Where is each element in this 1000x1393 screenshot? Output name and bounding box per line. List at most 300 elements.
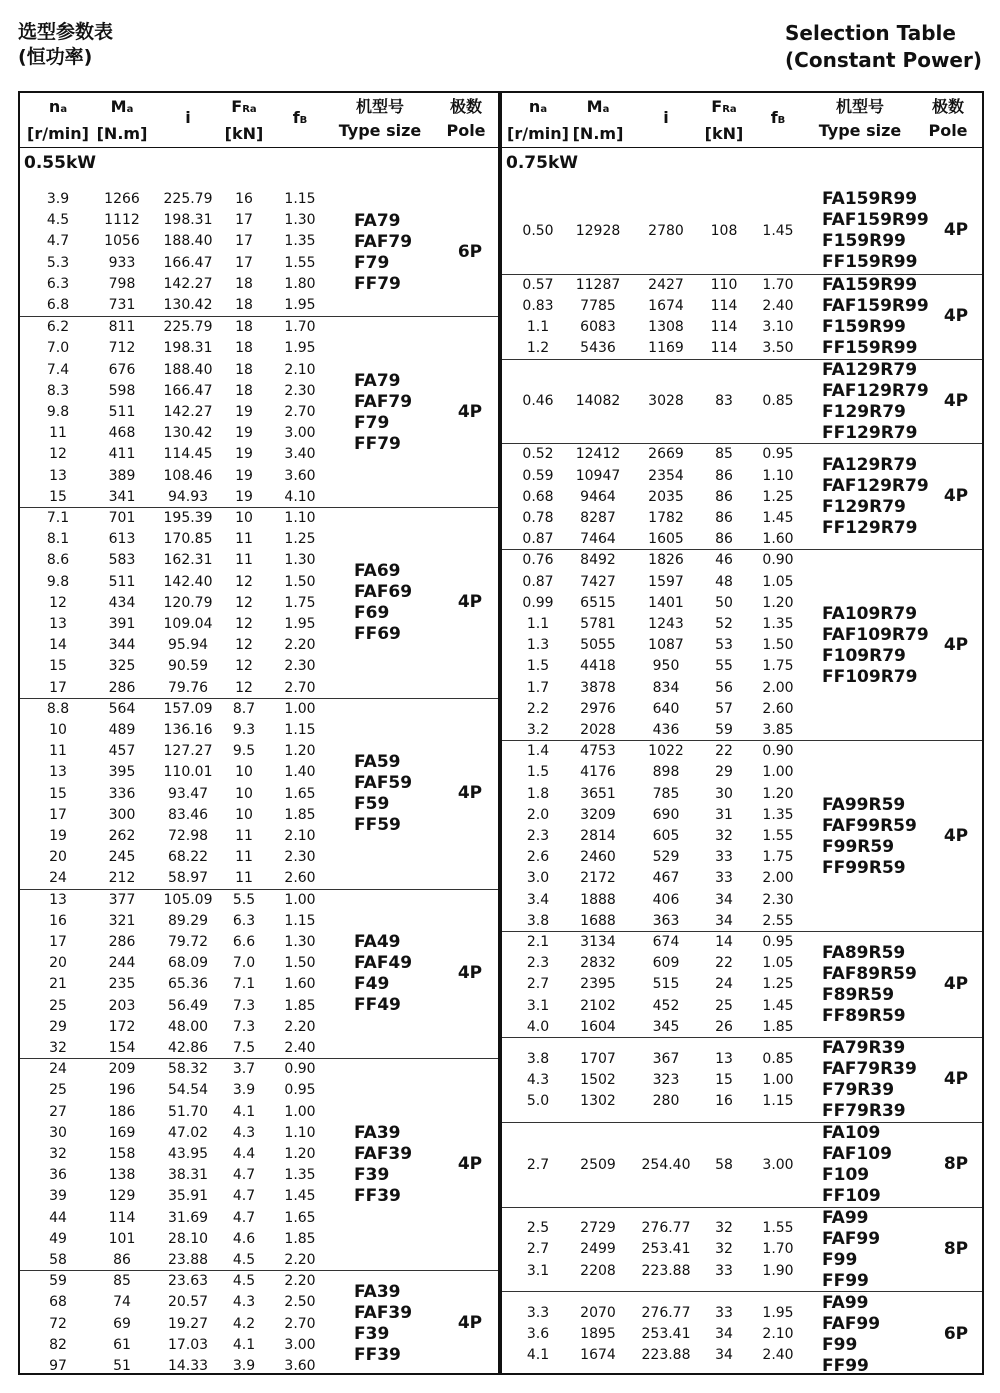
- cell-na: 15: [49, 785, 67, 802]
- type-size-item: F99R59: [822, 836, 895, 857]
- cell-fb: 3.00: [284, 1336, 316, 1353]
- cell-na: 7.4: [46, 361, 70, 378]
- table-row: [20, 953, 398, 974]
- table-row: [502, 635, 866, 656]
- cell-fb: 2.60: [762, 700, 794, 717]
- cell-na: 4.3: [526, 1071, 550, 1088]
- cell-fra: 3.9: [232, 1357, 256, 1374]
- cell-ma: 186: [108, 1103, 136, 1120]
- cell-ma: 10947: [575, 467, 621, 484]
- table-row: [502, 550, 866, 571]
- table-row: [20, 826, 398, 847]
- table-row: [20, 762, 398, 783]
- table-row: [20, 678, 398, 699]
- cell-ma: 4176: [580, 764, 616, 781]
- cell-na: 0.57: [522, 276, 554, 293]
- table-row: [20, 720, 398, 741]
- cell-i: 323: [652, 1071, 680, 1088]
- cell-fb: 1.70: [762, 1241, 794, 1258]
- cell-i: 223.88: [641, 1262, 691, 1279]
- table-row: [502, 932, 866, 953]
- cell-fb: 0.95: [284, 1082, 316, 1099]
- cell-na: 3.4: [526, 891, 550, 908]
- pole-value: 4P: [943, 486, 969, 507]
- row-group: [502, 931, 982, 1038]
- table-row: [502, 1070, 866, 1091]
- type-size-item: FAF129R79: [822, 380, 929, 401]
- cell-na: 58: [49, 1251, 67, 1268]
- row-group: [502, 1207, 982, 1293]
- type-size-item: FAF109R79: [822, 624, 929, 645]
- cell-ma: 5055: [580, 637, 616, 654]
- cell-i: 436: [652, 721, 680, 738]
- cell-i: 142.27: [163, 403, 213, 420]
- cell-na: 0.50: [522, 222, 554, 239]
- cell-ma: 377: [108, 891, 136, 908]
- row-group: [502, 549, 982, 741]
- cell-i: 89.29: [167, 912, 209, 929]
- cell-i: 198.31: [163, 212, 213, 229]
- col-fb-text: f: [292, 108, 300, 127]
- cell-ma: 701: [108, 510, 136, 526]
- cell-fra: 114: [710, 297, 738, 314]
- cell-fb: 1.25: [762, 976, 794, 993]
- cell-fb: 1.50: [284, 955, 316, 972]
- cell-fb: 2.20: [284, 637, 316, 654]
- cell-fra: 12: [235, 594, 253, 611]
- cell-i: 1243: [648, 615, 684, 632]
- col-type-text: Type size: [818, 121, 902, 140]
- cell-fb: 0.95: [762, 446, 794, 463]
- cell-i: 54.54: [167, 1082, 209, 1099]
- cell-i: 56.49: [167, 997, 209, 1014]
- cell-i: 225.79: [163, 319, 213, 336]
- table-row: [502, 868, 866, 889]
- table-row: [20, 1271, 398, 1292]
- cell-i: 1308: [648, 319, 684, 336]
- cell-i: 3028: [648, 393, 684, 410]
- cell-ma: 933: [108, 254, 136, 271]
- cell-i: 188.40: [163, 233, 213, 250]
- cell-fra: 22: [715, 743, 733, 760]
- cell-na: 19: [49, 827, 67, 844]
- type-size-item: FF159R99: [822, 338, 918, 359]
- cell-fra: 5.5: [232, 891, 256, 908]
- cell-fb: 2.40: [762, 297, 794, 314]
- cell-fb: 1.60: [762, 531, 794, 548]
- cell-i: 640: [652, 700, 680, 717]
- cell-fb: 1.15: [284, 191, 316, 207]
- cell-i: 529: [652, 849, 680, 866]
- cell-i: 2427: [648, 276, 684, 293]
- table-row: [502, 593, 866, 614]
- cell-fra: 7.3: [232, 997, 256, 1014]
- cell-ma: 245: [108, 849, 136, 866]
- table-row: [502, 741, 866, 762]
- cell-ma: 1895: [580, 1326, 616, 1343]
- type-size-item: F109: [822, 1165, 870, 1186]
- cell-i: 83.46: [167, 806, 209, 823]
- en-subtitle: (Constant Power): [785, 48, 982, 72]
- cell-na: 15: [49, 658, 67, 675]
- cell-fra: 32: [715, 1220, 733, 1237]
- cell-na: 2.2: [526, 700, 550, 717]
- pole-value: 4P: [457, 963, 483, 984]
- cell-i: 72.98: [167, 827, 209, 844]
- table-row: [20, 1017, 398, 1038]
- cell-na: 10: [49, 721, 67, 738]
- table-row: [20, 210, 398, 231]
- cell-fb: 1.75: [762, 658, 794, 675]
- cell-fb: 1.30: [284, 933, 316, 950]
- cell-fra: 58: [715, 1156, 733, 1173]
- cell-fb: 1.45: [762, 509, 794, 526]
- cell-fb: 3.60: [284, 467, 316, 484]
- cell-i: 195.39: [163, 510, 213, 526]
- cell-ma: 1888: [580, 891, 616, 908]
- type-size-item: F99: [822, 1249, 858, 1270]
- cell-fb: 1.20: [762, 594, 794, 611]
- cell-ma: 2509: [580, 1156, 616, 1173]
- col-type-line: [330, 119, 430, 143]
- cell-ma: 1056: [104, 233, 140, 250]
- cell-ma: 583: [108, 552, 136, 569]
- cell-i: 65.36: [167, 976, 209, 993]
- table-row: [20, 1250, 398, 1271]
- pole-value: 6P: [943, 1323, 969, 1344]
- cell-na: 2.3: [526, 955, 550, 972]
- col-na-text: [r/min]: [507, 124, 569, 143]
- cell-na: 0.99: [522, 594, 554, 611]
- table-row: [20, 1038, 398, 1059]
- cell-fra: 18: [235, 340, 253, 357]
- cell-ma: 3878: [580, 679, 616, 696]
- cell-ma: 613: [108, 531, 136, 548]
- table-row: [502, 678, 866, 699]
- cell-i: 2354: [648, 467, 684, 484]
- col-na-sub: a: [540, 104, 548, 115]
- type-size-item: FF109R79: [822, 666, 918, 687]
- cell-fra: 18: [235, 297, 253, 313]
- cell-i: 105.09: [163, 891, 213, 908]
- cell-na: 12: [49, 594, 67, 611]
- cell-fb: 1.85: [284, 997, 316, 1014]
- table-row: [20, 253, 398, 274]
- cell-fb: 1.35: [284, 1167, 316, 1184]
- cell-fb: 2.20: [284, 1018, 316, 1035]
- cell-ma: 7427: [580, 573, 616, 590]
- cell-na: 13: [49, 764, 67, 781]
- type-size-item: FA109: [822, 1123, 881, 1144]
- cell-i: 94.93: [167, 488, 209, 505]
- cell-ma: 51: [113, 1357, 131, 1374]
- cell-fra: 4.3: [232, 1124, 256, 1141]
- cell-na: 13: [49, 891, 67, 908]
- cell-ma: 511: [108, 403, 136, 420]
- type-size-item: FAF99R59: [822, 815, 917, 836]
- col-ma-text: [N.m]: [96, 124, 148, 143]
- cell-i: 674: [652, 934, 680, 950]
- table-row: [502, 614, 866, 635]
- cell-fra: 4.1: [232, 1103, 256, 1120]
- cell-i: 35.91: [167, 1188, 209, 1205]
- pole-value: 4P: [457, 1313, 483, 1334]
- cell-na: 24: [49, 870, 67, 887]
- cell-fb: 1.80: [284, 275, 316, 292]
- type-size-item: FA79: [354, 210, 401, 231]
- cell-fra: 25: [715, 997, 733, 1014]
- cell-na: 2.3: [526, 827, 550, 844]
- cell-ma: 101: [108, 1230, 136, 1247]
- cell-i: 605: [652, 827, 680, 844]
- cell-ma: 212: [108, 870, 136, 887]
- type-size-item: FA129R79: [822, 455, 918, 476]
- table-row: [20, 360, 398, 381]
- row-group: [502, 359, 982, 445]
- cell-ma: 676: [108, 361, 136, 378]
- cell-ma: 203: [108, 997, 136, 1014]
- cell-fb: 3.50: [762, 340, 794, 357]
- cell-fra: 7.5: [232, 1039, 256, 1056]
- cell-ma: 300: [108, 806, 136, 823]
- cell-na: 4.7: [46, 233, 70, 250]
- cell-ma: 2460: [580, 849, 616, 866]
- row-group: [502, 189, 982, 274]
- type-size: [822, 360, 929, 444]
- cell-fra: 108: [710, 222, 738, 239]
- table-row: [502, 826, 866, 847]
- cell-fb: 1.35: [762, 806, 794, 823]
- cell-fb: 3.60: [284, 1357, 316, 1374]
- cell-i: 51.70: [167, 1103, 209, 1120]
- cell-i: 79.76: [167, 679, 209, 696]
- table-row: [502, 784, 866, 805]
- cell-fra: 22: [715, 955, 733, 972]
- row-group: [20, 316, 498, 508]
- cell-fra: 12: [235, 637, 253, 654]
- type-size-item: FF79: [354, 433, 401, 454]
- cell-fb: 1.65: [284, 785, 316, 802]
- cell-fra: 12: [235, 658, 253, 675]
- table-row: [20, 1186, 398, 1207]
- cell-na: 8.8: [46, 700, 70, 717]
- pole-value: 4P: [943, 634, 969, 655]
- cell-i: 58.97: [167, 870, 209, 887]
- cell-fra: 34: [715, 912, 733, 929]
- table-row: [20, 847, 398, 868]
- cell-fra: 3.9: [232, 1082, 256, 1099]
- cell-na: 0.87: [522, 531, 554, 548]
- cell-na: 3.8: [526, 912, 550, 929]
- cell-i: 90.59: [167, 658, 209, 675]
- cell-fb: 1.55: [762, 1220, 794, 1237]
- col-ma-sub: a: [126, 104, 134, 115]
- cell-i: 162.31: [163, 552, 213, 569]
- cell-i: 47.02: [167, 1124, 209, 1141]
- cell-na: 11: [49, 743, 67, 760]
- cell-na: 20: [49, 955, 67, 972]
- en-title: Selection Table: [785, 21, 956, 45]
- cell-na: 3.1: [526, 997, 550, 1014]
- cell-ma: 2070: [580, 1304, 616, 1321]
- cell-ma: 411: [108, 446, 136, 463]
- type-size-item: FAF129R79: [822, 476, 929, 497]
- cell-ma: 12928: [575, 222, 621, 239]
- cell-ma: 325: [108, 658, 136, 675]
- type-size-item: FA159R99: [822, 275, 918, 296]
- table-row: [20, 444, 398, 465]
- table-row: [502, 466, 866, 487]
- cell-fb: 1.70: [762, 276, 794, 293]
- pole-value: 4P: [943, 390, 969, 411]
- cell-fb: 1.95: [284, 340, 316, 357]
- table-row: [20, 932, 398, 953]
- cell-fb: 1.00: [284, 1103, 316, 1120]
- table-row: [502, 1345, 866, 1366]
- table-row: [502, 572, 866, 593]
- cell-fra: 11: [235, 827, 253, 844]
- cell-na: 6.3: [46, 275, 70, 292]
- cell-fra: 17: [235, 254, 253, 271]
- cell-i: 142.40: [163, 573, 213, 590]
- cell-fra: 11: [235, 552, 253, 569]
- cell-i: 785: [652, 785, 680, 802]
- type-size-item: FA69: [354, 561, 401, 582]
- col-type-text: Type size: [338, 121, 422, 140]
- cell-fb: 1.55: [284, 254, 316, 271]
- cell-fb: 1.20: [284, 1145, 316, 1162]
- table-row: [502, 296, 866, 317]
- cell-fb: 2.50: [284, 1294, 316, 1311]
- pole-value: 4P: [457, 401, 483, 422]
- table-row: [20, 317, 398, 338]
- col-fra-text: F: [711, 97, 723, 116]
- cell-fb: 1.50: [284, 573, 316, 590]
- cell-fb: 2.70: [284, 403, 316, 420]
- cell-fra: 12: [235, 573, 253, 590]
- cell-i: 1087: [648, 637, 684, 654]
- cell-na: 0.76: [522, 552, 554, 569]
- cell-fb: 1.25: [762, 488, 794, 505]
- col-type: [810, 95, 910, 143]
- cell-ma: 9464: [580, 488, 616, 505]
- cell-fb: 1.45: [284, 1188, 316, 1205]
- cell-fb: 2.30: [762, 891, 794, 908]
- cell-fb: 4.10: [284, 488, 316, 505]
- type-size: [822, 1038, 917, 1122]
- cell-i: 28.10: [167, 1230, 209, 1247]
- table-row: [502, 1303, 866, 1324]
- cell-ma: 3134: [580, 934, 616, 950]
- cell-fra: 4.2: [232, 1315, 256, 1332]
- table-row: [20, 635, 398, 656]
- type-size-item: FA89R59: [822, 943, 906, 963]
- type-size-item: FAF39: [354, 1144, 413, 1165]
- table-row: [20, 1059, 398, 1080]
- cell-fra: 19: [235, 425, 253, 442]
- cell-ma: 598: [108, 382, 136, 399]
- cell-fb: 3.40: [284, 446, 316, 463]
- cell-fra: 86: [715, 531, 733, 548]
- cell-i: 898: [652, 764, 680, 781]
- table-row: [20, 1123, 398, 1144]
- cell-na: 1.4: [526, 743, 550, 760]
- cell-fra: 19: [235, 403, 253, 420]
- cell-ma: 2976: [580, 700, 616, 717]
- type-size-item: F49: [354, 974, 390, 995]
- cell-i: 280: [652, 1093, 680, 1109]
- cell-ma: 5781: [580, 615, 616, 632]
- cell-i: 19.27: [167, 1315, 209, 1332]
- table-row: [20, 466, 398, 487]
- cell-ma: 1502: [580, 1071, 616, 1088]
- col-ma-text: M: [586, 97, 603, 116]
- cell-i: 93.47: [167, 785, 209, 802]
- cell-i: 170.85: [163, 531, 213, 548]
- cell-na: 9.8: [46, 403, 70, 420]
- cell-na: 0.52: [522, 446, 554, 463]
- cell-i: 58.32: [167, 1061, 209, 1078]
- type-size-item: FA99R59: [822, 794, 906, 815]
- cell-na: 6.8: [46, 297, 70, 313]
- table-row: [20, 1229, 398, 1250]
- cell-ma: 196: [108, 1082, 136, 1099]
- cell-fra: 24: [715, 976, 733, 993]
- cell-fra: 18: [235, 382, 253, 399]
- col-fb-sub: B: [299, 115, 308, 126]
- pole-value: 4P: [457, 592, 483, 613]
- cell-ma: 129: [108, 1188, 136, 1205]
- type-size-item: FAF159R99: [822, 210, 929, 231]
- col-ma-sub: a: [602, 104, 610, 115]
- col-ma-text: M: [110, 97, 127, 116]
- cell-ma: 341: [108, 488, 136, 505]
- cell-fra: 4.7: [232, 1188, 256, 1205]
- cell-fra: 7.0: [232, 955, 256, 972]
- cell-na: 0.46: [522, 393, 554, 410]
- table-row: [502, 699, 866, 720]
- cell-fb: 2.10: [762, 1326, 794, 1343]
- table-row: [502, 487, 866, 508]
- cell-fra: 4.4: [232, 1145, 256, 1162]
- cell-fra: 6.6: [232, 933, 256, 950]
- cell-fra: 4.5: [232, 1251, 256, 1268]
- cell-na: 1.3: [526, 637, 550, 654]
- cell-na: 2.6: [526, 849, 550, 866]
- cell-ma: 169: [108, 1124, 136, 1141]
- cell-ma: 731: [108, 297, 136, 313]
- cell-i: 14.33: [167, 1357, 209, 1374]
- type-size-item: FA49: [354, 932, 401, 953]
- cell-ma: 69: [113, 1315, 131, 1332]
- row-group: [20, 189, 498, 316]
- type-size-item: FF89R59: [822, 1006, 906, 1026]
- cell-na: 4.5: [46, 212, 70, 229]
- cell-na: 1.2: [526, 340, 550, 357]
- cell-i: 68.09: [167, 955, 209, 972]
- cell-fra: 29: [715, 764, 733, 781]
- cell-i: 467: [652, 870, 680, 887]
- cell-ma: 434: [108, 594, 136, 611]
- cell-fb: 2.30: [284, 382, 316, 399]
- type-size-item: FF99R59: [822, 857, 906, 878]
- table-row: [20, 1080, 398, 1101]
- type-size-item: FA99: [822, 1207, 869, 1228]
- cell-fb: 0.90: [284, 1061, 316, 1078]
- cell-na: 39: [49, 1188, 67, 1205]
- type-size-item: FAF99: [822, 1228, 881, 1249]
- cell-fra: 14: [715, 934, 733, 950]
